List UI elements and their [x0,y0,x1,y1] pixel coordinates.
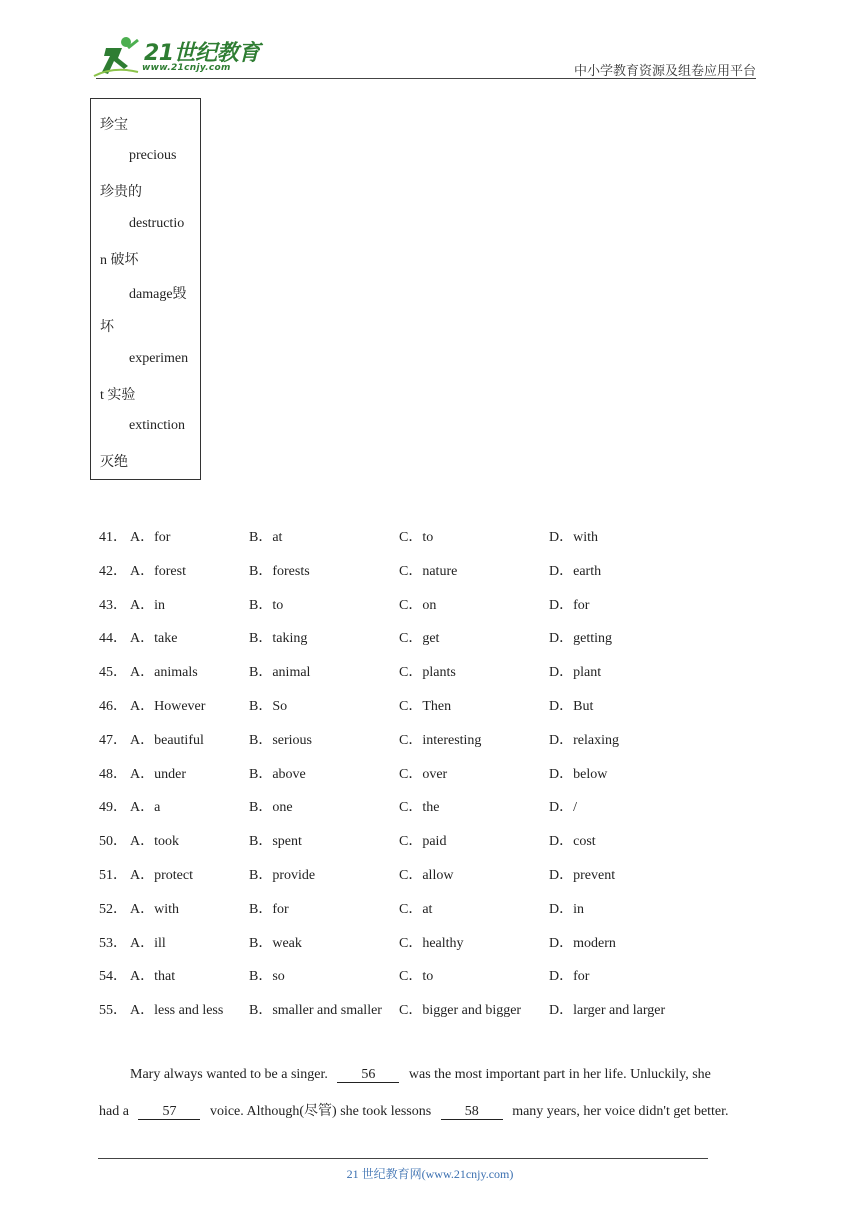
vocab-line: 珍贵的 [100,185,142,200]
answer-option-c[interactable]: C．get [399,631,440,647]
answer-option-b[interactable]: B．at [249,530,283,545]
runner-icon [92,36,142,78]
answer-option-b[interactable]: B．provide [249,868,316,883]
answer-option-a[interactable]: A．However [130,699,206,714]
answer-option-a[interactable]: A．under [130,766,186,782]
answer-option-d[interactable]: D．with [549,530,598,545]
passage-line-1 [130,1067,711,1083]
vocab-line: experimen [129,351,189,366]
answer-option-c[interactable]: C．paid [399,834,447,850]
answer-option-a[interactable]: A．took [130,834,179,850]
answer-option-d[interactable]: D．modern [549,935,616,951]
question-number: 53． [99,935,127,951]
answer-option-a[interactable]: A．in [130,597,165,613]
question-number: 45． [99,665,127,681]
answer-option-b[interactable]: B．serious [249,732,312,748]
answer-option-b[interactable]: B．So [249,699,288,714]
vocab-line: 灭绝 [100,455,128,470]
passage-text: Mary always wanted to be a singer. [130,1067,328,1082]
answer-option-d[interactable]: D．below [549,766,608,782]
platform-title: 中小学教育资源及组卷应用平台 [573,63,756,78]
vocab-line: precious [129,148,177,163]
passage-text: many years, her voice didn't get better. [512,1104,729,1119]
answer-option-c[interactable]: C．nature [399,563,458,579]
answer-option-a[interactable]: A．less and less [130,1003,224,1019]
vocab-line: damage毁 [129,287,187,302]
vocab-line: extinction [129,418,185,433]
passage-text: had a [99,1104,129,1119]
footer-divider [98,1158,708,1159]
answer-option-c[interactable]: C．allow [399,868,454,883]
answer-option-b[interactable]: B．one [249,800,293,816]
vocab-line: destructio [129,216,185,231]
answer-blank-57[interactable]: 57 [138,1105,200,1120]
answer-option-b[interactable]: B．animal [249,665,311,681]
passage-text: voice. Although(尽管) she took lessons [209,1104,432,1119]
question-number: 47． [99,732,127,748]
answer-option-c[interactable]: C．on [399,597,437,613]
passage-line-2 [99,1100,729,1120]
answer-option-c[interactable]: C．Then [399,699,452,714]
answer-option-a[interactable]: A．animals [130,665,198,681]
answer-option-d[interactable]: D．getting [549,631,612,647]
answer-option-a[interactable]: A．ill [130,935,166,951]
question-number: 50． [99,834,127,850]
answer-option-d[interactable]: D．in [549,901,584,917]
answer-option-d[interactable]: D．/ [549,800,577,816]
question-number: 42． [99,563,127,579]
answer-option-b[interactable]: B．weak [249,935,302,951]
answer-option-d[interactable]: D．But [549,699,594,714]
answer-option-a[interactable]: A．take [130,631,178,647]
answer-option-a[interactable]: A．a [130,800,161,816]
passage-text: was the most important part in her life. Unluckily, she [408,1067,711,1082]
answer-option-d[interactable]: D．for [549,969,590,985]
answer-option-a[interactable]: A．protect [130,868,193,883]
answer-option-c[interactable]: C．plants [399,665,456,681]
answer-option-b[interactable]: B．above [249,766,306,782]
vocab-line: t 实验 [100,388,136,403]
answer-option-a[interactable]: A．for [130,530,171,545]
answer-option-c[interactable]: C．to [399,530,434,545]
answer-option-b[interactable]: B．smaller and smaller [249,1003,382,1019]
question-number: 52． [99,901,127,917]
answer-option-d[interactable]: D．plant [549,665,602,681]
answer-option-c[interactable]: C．the [399,800,440,816]
answer-option-b[interactable]: B．so [249,969,285,985]
question-number: 44． [99,631,127,647]
answer-option-b[interactable]: B．taking [249,631,308,647]
answer-option-b[interactable]: B．for [249,901,289,917]
answer-option-d[interactable]: D．earth [549,563,602,579]
answer-option-d[interactable]: D．cost [549,834,596,850]
question-number: 54． [99,969,127,985]
header-divider [96,78,756,79]
answer-option-b[interactable]: B．spent [249,834,302,850]
answer-option-b[interactable]: B．forests [249,563,310,579]
answer-blank-56[interactable]: 56 [337,1068,399,1083]
answer-option-a[interactable]: A．with [130,901,179,917]
vocab-line: 坏 [100,320,114,335]
answer-option-c[interactable]: C．interesting [399,732,482,748]
answer-option-a[interactable]: A．forest [130,563,186,579]
site-logo [92,36,262,80]
logo-url: www.21cnjy.com [142,63,231,73]
footer-text: 21 世纪教育网(www.21cnjy.com) [346,1167,514,1181]
answer-option-a[interactable]: A．beautiful [130,732,204,748]
answer-option-c[interactable]: C．bigger and bigger [399,1003,522,1019]
answer-option-d[interactable]: D．for [549,597,590,613]
vocab-line: n 破坏 [100,253,139,268]
answer-option-c[interactable]: C．at [399,901,433,917]
logo-text: 21世纪教育 [144,41,260,66]
question-number: 46． [99,699,127,714]
answer-option-c[interactable]: C．healthy [399,935,464,951]
answer-option-d[interactable]: D．prevent [549,868,616,883]
question-number: 48． [99,766,127,782]
answer-option-c[interactable]: C．over [399,766,448,782]
question-number: 51． [99,868,127,883]
answer-option-d[interactable]: D．relaxing [549,732,619,748]
vocab-line: 珍宝 [100,118,128,133]
answer-option-b[interactable]: B．to [249,597,284,613]
vocabulary-box [90,98,201,480]
answer-blank-58[interactable]: 58 [441,1105,503,1120]
question-number: 43． [99,597,127,613]
question-number: 41． [99,530,127,545]
answer-option-d[interactable]: D．larger and larger [549,1003,666,1019]
answer-option-c[interactable]: C．to [399,969,434,985]
answer-option-a[interactable]: A．that [130,969,176,985]
question-number: 49． [99,800,127,816]
question-number: 55． [99,1003,127,1019]
